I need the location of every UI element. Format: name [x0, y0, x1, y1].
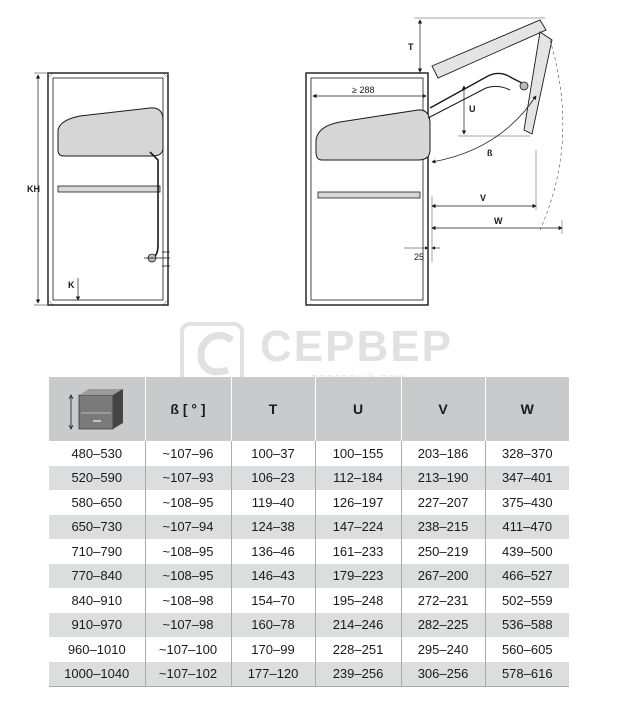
- v-range-cell: 227–207: [401, 490, 485, 515]
- header-w: W: [485, 377, 569, 441]
- table-row: [49, 441, 569, 466]
- w-range-cell: 411–470: [485, 515, 569, 540]
- header-beta: ß [ ° ]: [145, 377, 231, 441]
- beta-range-cell: ~107–96: [145, 441, 231, 466]
- table-row: [49, 564, 569, 589]
- watermark-brand: СЕРВЕР: [260, 322, 453, 371]
- header-u: U: [315, 377, 401, 441]
- lifted-panel: [432, 20, 546, 78]
- beta-range-cell: ~107–102: [145, 662, 231, 687]
- w-range-cell: 560–605: [485, 637, 569, 662]
- t-range-cell: 136–46: [231, 539, 315, 564]
- w-range-cell: 439–500: [485, 539, 569, 564]
- header-t: T: [231, 377, 315, 441]
- u-range-cell: 195–248: [315, 588, 401, 613]
- table-header-row: [49, 377, 569, 441]
- v-range-cell: 267–200: [401, 564, 485, 589]
- flap-open: [316, 110, 430, 160]
- table-row: [49, 515, 569, 540]
- t-range-cell: 119–40: [231, 490, 315, 515]
- header-v: V: [401, 377, 485, 441]
- table-row: [49, 637, 569, 662]
- v-range-cell: 238–215: [401, 515, 485, 540]
- flap-closed: [58, 108, 163, 156]
- beta-range-cell: ~107–94: [145, 515, 231, 540]
- v-range-cell: 250–219: [401, 539, 485, 564]
- w-range-cell: 375–430: [485, 490, 569, 515]
- beta-range-cell: ~107–98: [145, 613, 231, 638]
- table-row: [49, 466, 569, 491]
- table-body: [49, 441, 569, 687]
- beta-range-cell: ~108–98: [145, 588, 231, 613]
- spec-table: [49, 377, 569, 687]
- v-range-cell: 282–225: [401, 613, 485, 638]
- beta-range-cell: ~107–93: [145, 466, 231, 491]
- min-depth-label: ≥ 288: [352, 85, 375, 95]
- t-range-cell: 160–78: [231, 613, 315, 638]
- kh-range-cell: 650–730: [49, 515, 145, 540]
- t-range-cell: 170–99: [231, 637, 315, 662]
- v-range-cell: 306–256: [401, 662, 485, 687]
- u-range-cell: 100–155: [315, 441, 401, 466]
- cabinet-icon: [65, 383, 129, 433]
- v-range-cell: 213–190: [401, 466, 485, 491]
- u-range-cell: 161–233: [315, 539, 401, 564]
- w-range-cell: 578–616: [485, 662, 569, 687]
- kh-range-cell: 840–910: [49, 588, 145, 613]
- u-range-cell: 126–197: [315, 490, 401, 515]
- kh-range-cell: 770–840: [49, 564, 145, 589]
- table-row: [49, 490, 569, 515]
- u-range-cell: 179–223: [315, 564, 401, 589]
- u-range-cell: 112–184: [315, 466, 401, 491]
- header-icon-cell: [49, 377, 145, 441]
- k-label: K: [68, 280, 75, 290]
- w-range-cell: 466–527: [485, 564, 569, 589]
- kh-range-cell: 960–1010: [49, 637, 145, 662]
- u-range-cell: 228–251: [315, 637, 401, 662]
- beta-range-cell: ~108–95: [145, 490, 231, 515]
- kh-range-cell: 480–530: [49, 441, 145, 466]
- v-range-cell: 272–231: [401, 588, 485, 613]
- w-range-cell: 328–370: [485, 441, 569, 466]
- kh-range-cell: 910–970: [49, 613, 145, 638]
- beta-range-cell: ~108–95: [145, 564, 231, 589]
- t-range-cell: 177–120: [231, 662, 315, 687]
- right-cabinet: [306, 18, 563, 305]
- t-range-cell: 154–70: [231, 588, 315, 613]
- w-range-cell: 347–401: [485, 466, 569, 491]
- kh-range-cell: 520–590: [49, 466, 145, 491]
- w-range-cell: 502–559: [485, 588, 569, 613]
- u-label: U: [469, 104, 476, 114]
- kh-label: KH: [27, 184, 40, 194]
- t-range-cell: 106–23: [231, 466, 315, 491]
- t-range-cell: 100–37: [231, 441, 315, 466]
- beta-label: ß: [487, 148, 493, 158]
- u-range-cell: 147–224: [315, 515, 401, 540]
- beta-range-cell: ~107–100: [145, 637, 231, 662]
- beta-range-cell: ~108–95: [145, 539, 231, 564]
- u-range-cell: 239–256: [315, 662, 401, 687]
- v-range-cell: 295–240: [401, 637, 485, 662]
- kh-range-cell: 580–650: [49, 490, 145, 515]
- offset-label: 25: [414, 252, 425, 262]
- technical-drawing: [0, 0, 628, 330]
- table-row: [49, 588, 569, 613]
- w-label: W: [494, 216, 503, 226]
- table-row: [49, 539, 569, 564]
- t-range-cell: 124–38: [231, 515, 315, 540]
- v-label: V: [480, 193, 487, 203]
- u-range-cell: 214–246: [315, 613, 401, 638]
- left-cabinet: [27, 73, 170, 305]
- kh-range-cell: 1000–1040: [49, 662, 145, 687]
- table-row: [49, 613, 569, 638]
- v-range-cell: 203–186: [401, 441, 485, 466]
- w-range-cell: 536–588: [485, 613, 569, 638]
- t-range-cell: 146–43: [231, 564, 315, 589]
- table-row: [49, 662, 569, 687]
- t-label: T: [408, 42, 414, 52]
- kh-range-cell: 710–790: [49, 539, 145, 564]
